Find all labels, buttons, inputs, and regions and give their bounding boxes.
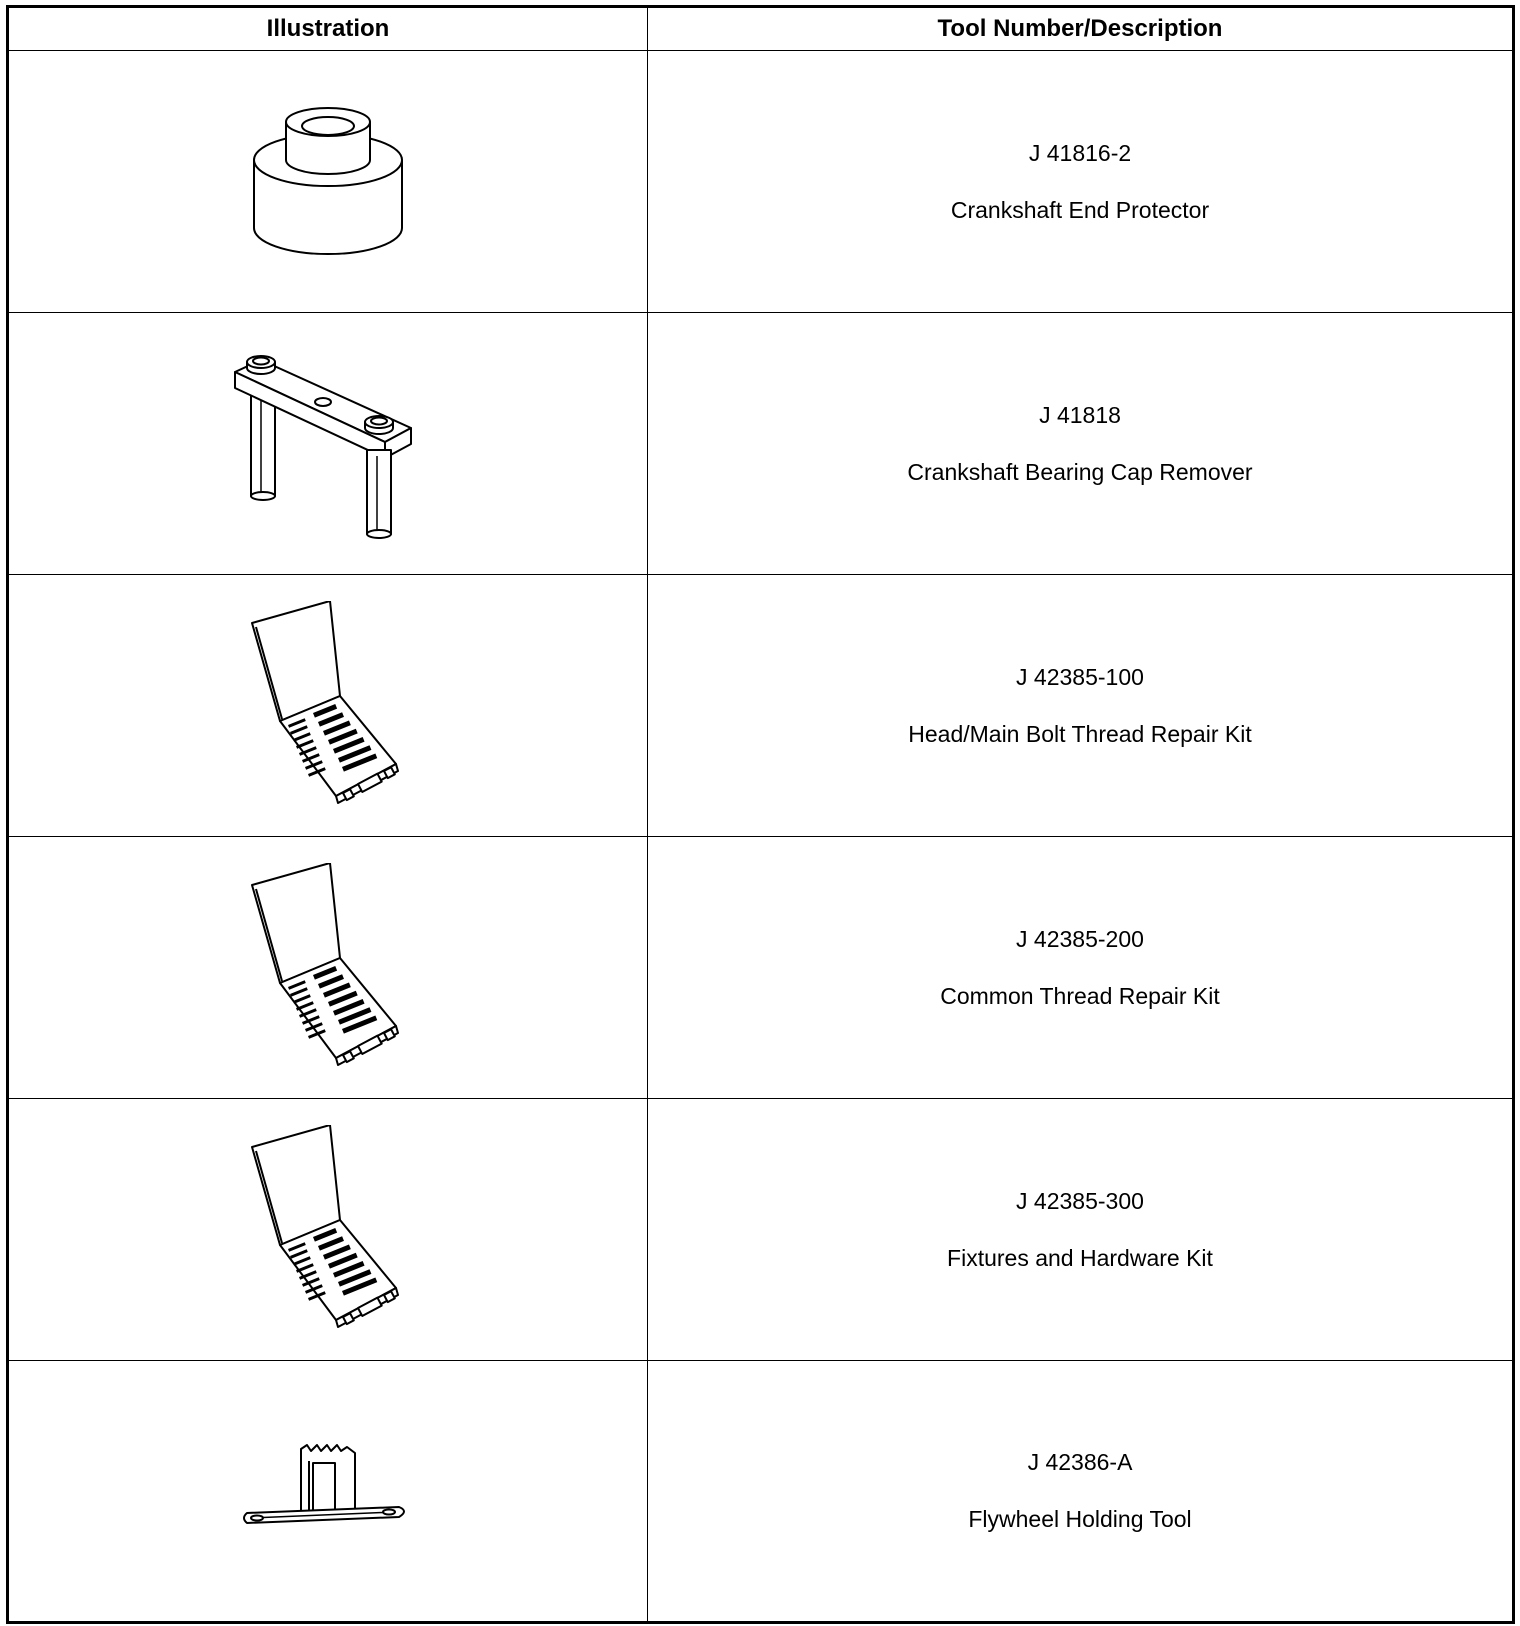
illustration-cell <box>8 1099 648 1361</box>
tool-description: Crankshaft End Protector <box>950 196 1210 223</box>
tool-number: J 42385-100 <box>1016 663 1144 690</box>
table-header-row <box>8 7 1514 51</box>
illustration-cell <box>8 837 648 1099</box>
table-row <box>8 837 1514 1099</box>
thread-repair-kit-case-illustration <box>248 601 408 811</box>
tool-description-cell <box>648 313 1514 575</box>
header-tool-number-description: Tool Number/Description <box>648 7 1514 51</box>
flywheel-holding-tool-illustration <box>243 1441 413 1541</box>
tool-description: Common Thread Repair Kit <box>940 982 1220 1009</box>
tool-description: Flywheel Holding Tool <box>968 1506 1192 1532</box>
tool-description-cell <box>648 1361 1514 1623</box>
crankshaft-end-protector-illustration <box>248 102 408 262</box>
illustration-cell <box>8 51 648 313</box>
tool-description-cell <box>648 1099 1514 1361</box>
header-illustration: Illustration <box>8 7 648 51</box>
table-row <box>8 1361 1514 1623</box>
table-row <box>8 51 1514 313</box>
table-row <box>8 313 1514 575</box>
tool-description: Head/Main Bolt Thread Repair Kit <box>908 720 1252 747</box>
tool-number: J 42385-300 <box>1016 1187 1144 1214</box>
tool-number: J 42385-200 <box>1016 925 1144 952</box>
tool-number: J 42386-A <box>1027 1449 1133 1475</box>
illustration-cell <box>8 575 648 837</box>
table-row <box>8 575 1514 837</box>
special-tools-table <box>6 5 1515 1624</box>
tool-description: Crankshaft Bearing Cap Remover <box>907 458 1253 485</box>
tool-description-cell <box>648 575 1514 837</box>
tool-number: J 41816-2 <box>1028 139 1132 166</box>
table-row <box>8 1099 1514 1361</box>
tool-description-cell <box>648 837 1514 1099</box>
thread-repair-kit-case-illustration <box>248 863 408 1073</box>
tool-description: Fixtures and Hardware Kit <box>947 1244 1213 1271</box>
illustration-cell <box>8 313 648 575</box>
thread-repair-kit-case-illustration <box>248 1125 408 1335</box>
tool-number: J 41818 <box>1039 401 1121 428</box>
tool-description-cell <box>648 51 1514 313</box>
bearing-cap-remover-illustration <box>233 344 423 544</box>
illustration-cell <box>8 1361 648 1623</box>
